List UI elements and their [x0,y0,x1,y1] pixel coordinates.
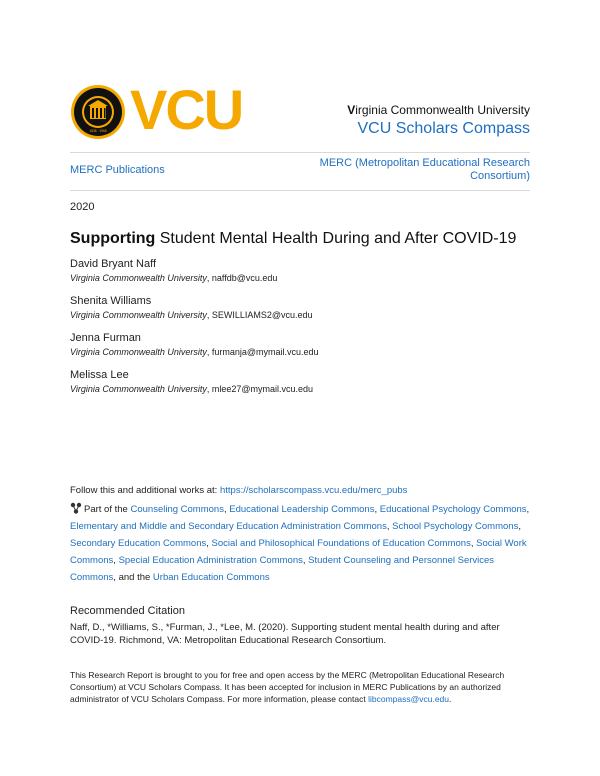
author-affiliation: Virginia Commonwealth University, mlee27@mymail.vcu.edu [70,384,314,394]
citation-text: Naff, D., *Williams, S., *Furman, J., *Lee, M. (2020). Supporting student mental health during and after COVID-19. Richmond, VA: Metropolitan Educational Research Consortium. [70,622,500,646]
discipline-link[interactable]: Student Counseling and Personnel Services Commons [70,555,495,583]
discipline-link[interactable]: School Psychology Commons [392,521,519,532]
discipline-link[interactable]: Educational Psychology Commons [379,504,527,515]
discipline-link[interactable]: Social Work Commons [70,538,527,566]
discipline-link[interactable]: Special Education Administration Commons [118,555,303,566]
discipline-link[interactable]: Urban Education Commons [152,572,270,583]
document-title: Supporting Student Mental Health During and After COVID-19 [70,230,517,247]
author-affiliation: Virginia Commonwealth University, naffdb@vcu.edu [70,273,278,283]
part-of-disciplines: Part of the Counseling Commons, Educational Leadership Commons, Educational Psychology Commons, Elementary and Middle and Secondary Education Administration Commons, School Psychology Commons, Secondary Education Commons, Social and Philosophical Foundations of Education Commons, Social Work Commons, Special Education Administration Commons, Student Counseling and Personnel Services Commons, and the Urban Education Commons [70,504,530,583]
author-block [70,295,313,320]
follow-line: Follow this and additional works at: https://scholarscompass.vcu.edu/merc_pubs [70,485,408,496]
vcu-seal-logo [70,84,126,140]
recommended-citation-heading: Recommended Citation [70,605,185,617]
author-name: Jenna Furman [70,332,141,344]
author-name: David Bryant Naff [70,258,157,270]
collection-url-link[interactable]: https://scholarscompass.vcu.edu/merc_pubs [219,485,408,496]
discipline-link[interactable]: Counseling Commons [130,504,224,515]
discipline-link[interactable]: Educational Leadership Commons [229,504,375,515]
series-link-merc-publications[interactable]: MERC Publications [70,164,165,176]
discipline-link[interactable]: Secondary Education Commons [70,538,207,549]
author-name: Melissa Lee [70,369,129,381]
author-block [70,332,319,357]
author-affiliation: Virginia Commonwealth University, SEWILLIAMS2@vcu.edu [70,310,313,320]
publication-year: 2020 [70,201,95,213]
repository-link[interactable]: VCU Scholars Compass [357,120,530,137]
vcu-wordmark-logo: VCU [130,78,243,141]
divider [70,152,530,153]
series-link-merc[interactable]: MERC (Metropolitan Educational Research Consortium) [319,157,530,182]
discipline-link[interactable]: Elementary and Middle and Secondary Education Administration Commons [70,521,387,532]
author-block [70,369,313,394]
network-icon [70,502,82,514]
contact-email-link[interactable]: libcompass@vcu.edu [368,694,450,704]
discipline-link[interactable]: Social and Philosophical Foundations of Education Commons [211,538,471,549]
author-name: Shenita Williams [70,295,152,307]
author-affiliation: Virginia Commonwealth University, furmanja@mymail.vcu.edu [70,347,319,357]
access-statement: This Research Report is brought to you for free and open access by the MERC (Metropolitan Educational Research Consortium) at VCU Scholars Compass. It has been accepted for inclusion in MERC Publications by an authorized administrator of VCU Scholars Compass. For more information, please contact libcompass@vcu.edu. [70,670,505,704]
seal-date: 1838 · 1968 [89,129,107,133]
divider [70,190,530,191]
author-block [70,258,277,283]
university-name: Virginia Commonwealth University [347,103,530,117]
